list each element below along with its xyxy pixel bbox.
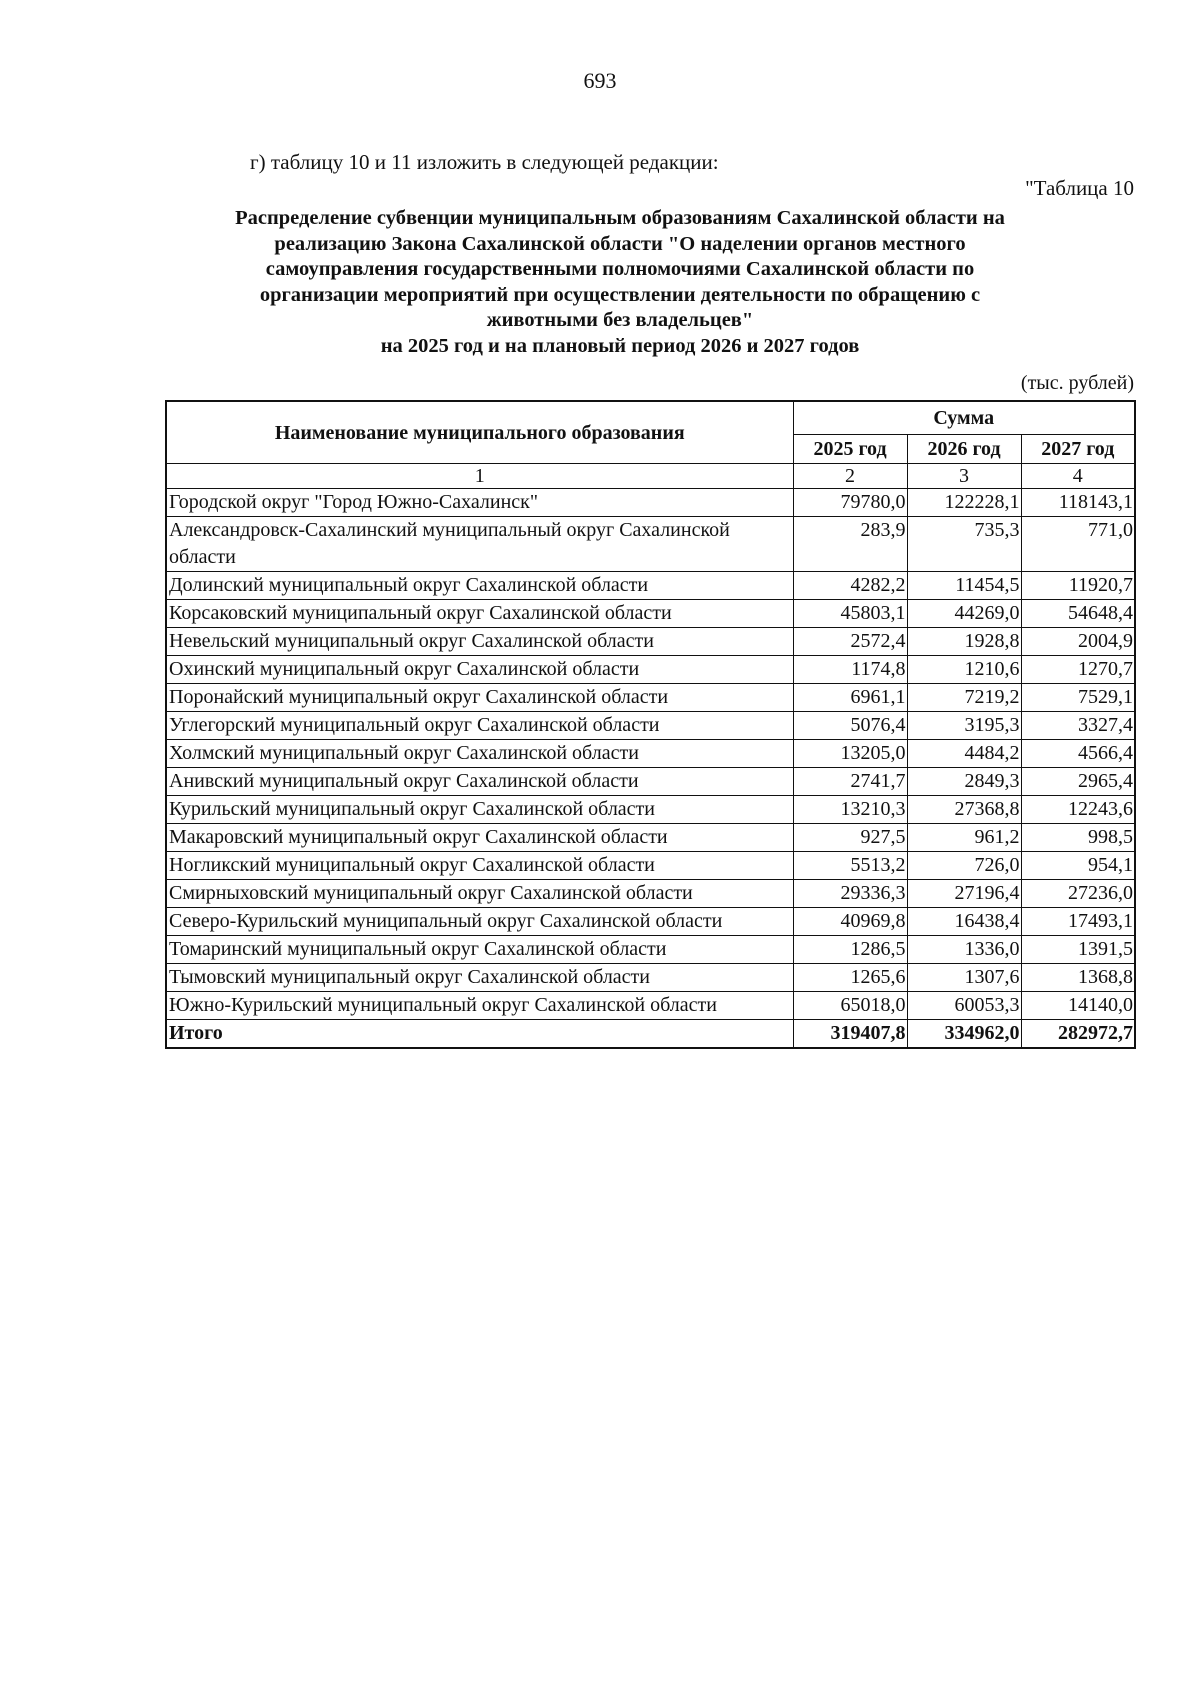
cell-2025: 4282,2 bbox=[793, 572, 907, 600]
header-sum: Сумма bbox=[793, 401, 1135, 435]
cell-2025: 5076,4 bbox=[793, 712, 907, 740]
table-row bbox=[166, 628, 1135, 656]
cell-2027: 771,0 bbox=[1021, 517, 1135, 572]
column-number: 2 bbox=[793, 464, 907, 489]
header-year-2026: 2026 год bbox=[907, 435, 1021, 464]
cell-name: Макаровский муниципальный округ Сахалинской области bbox=[166, 824, 793, 852]
table-row bbox=[166, 936, 1135, 964]
cell-2026: 16438,4 bbox=[907, 908, 1021, 936]
cell-2025: 6961,1 bbox=[793, 684, 907, 712]
cell-2026: 3195,3 bbox=[907, 712, 1021, 740]
cell-name: Тымовский муниципальный округ Сахалинской области bbox=[166, 964, 793, 992]
cell-2026: 2849,3 bbox=[907, 768, 1021, 796]
title-line: самоуправления государственными полномочиями Сахалинской области по bbox=[265, 258, 975, 280]
cell-2026: 122228,1 bbox=[907, 489, 1021, 517]
intro-text: г) таблицу 10 и 11 изложить в следующей редакции: bbox=[250, 150, 719, 174]
cell-2027: 11920,7 bbox=[1021, 572, 1135, 600]
header-year-2027: 2027 год bbox=[1021, 435, 1135, 464]
cell-name: Холмский муниципальный округ Сахалинской области bbox=[166, 740, 793, 768]
cell-name: Городской округ "Город Южно-Сахалинск" bbox=[166, 489, 793, 517]
table-row bbox=[166, 572, 1135, 600]
document-title bbox=[175, 206, 1065, 359]
table-row bbox=[166, 768, 1135, 796]
cell-name: Анивский муниципальный округ Сахалинской области bbox=[166, 768, 793, 796]
cell-2026: 1210,6 bbox=[907, 656, 1021, 684]
cell-2027: 998,5 bbox=[1021, 824, 1135, 852]
cell-name: Александровск-Сахалинский муниципальный округ Сахалинской области bbox=[166, 517, 793, 572]
table-row bbox=[166, 796, 1135, 824]
total-row bbox=[166, 1020, 1135, 1049]
cell-2025: 5513,2 bbox=[793, 852, 907, 880]
total-2027: 282972,7 bbox=[1021, 1020, 1135, 1049]
cell-name: Смирныховский муниципальный округ Сахалинской области bbox=[166, 880, 793, 908]
cell-2025: 1174,8 bbox=[793, 656, 907, 684]
column-number: 4 bbox=[1021, 464, 1135, 489]
cell-2026: 44269,0 bbox=[907, 600, 1021, 628]
cell-2026: 7219,2 bbox=[907, 684, 1021, 712]
header-name: Наименование муниципального образования bbox=[166, 401, 793, 464]
table-row bbox=[166, 964, 1135, 992]
cell-2025: 283,9 bbox=[793, 517, 907, 572]
title-line: животными без владельцев" bbox=[486, 309, 754, 331]
cell-name: Северо-Курильский муниципальный округ Сахалинской области bbox=[166, 908, 793, 936]
table-row bbox=[166, 489, 1135, 517]
cell-2026: 1928,8 bbox=[907, 628, 1021, 656]
title-line: организации мероприятий при осуществлении деятельности по обращению с bbox=[259, 283, 981, 306]
total-2025: 319407,8 bbox=[793, 1020, 907, 1049]
cell-name: Корсаковский муниципальный округ Сахалинской области bbox=[166, 600, 793, 628]
cell-2025: 45803,1 bbox=[793, 600, 907, 628]
table-row bbox=[166, 880, 1135, 908]
cell-2027: 3327,4 bbox=[1021, 712, 1135, 740]
cell-2026: 27368,8 bbox=[907, 796, 1021, 824]
column-number: 3 bbox=[907, 464, 1021, 489]
cell-2026: 1307,6 bbox=[907, 964, 1021, 992]
cell-name: Ногликский муниципальный округ Сахалинской области bbox=[166, 852, 793, 880]
cell-2027: 4566,4 bbox=[1021, 740, 1135, 768]
subvention-table bbox=[165, 400, 1136, 1049]
table-row bbox=[166, 852, 1135, 880]
cell-2027: 17493,1 bbox=[1021, 908, 1135, 936]
table-row bbox=[166, 908, 1135, 936]
cell-2026: 726,0 bbox=[907, 852, 1021, 880]
table-row bbox=[166, 740, 1135, 768]
cell-name: Томаринский муниципальный округ Сахалинской области bbox=[166, 936, 793, 964]
cell-2027: 1368,8 bbox=[1021, 964, 1135, 992]
cell-2025: 1265,6 bbox=[793, 964, 907, 992]
cell-name: Южно-Курильский муниципальный округ Сахалинской области bbox=[166, 992, 793, 1020]
cell-2025: 927,5 bbox=[793, 824, 907, 852]
table-row bbox=[166, 824, 1135, 852]
cell-2025: 65018,0 bbox=[793, 992, 907, 1020]
cell-name: Долинский муниципальный округ Сахалинской области bbox=[166, 572, 793, 600]
table-body bbox=[166, 489, 1135, 1049]
cell-2025: 13210,3 bbox=[793, 796, 907, 824]
units-label: (тыс. рублей) bbox=[1020, 372, 1134, 394]
cell-name: Курильский муниципальный округ Сахалинской области bbox=[166, 796, 793, 824]
cell-2026: 961,2 bbox=[907, 824, 1021, 852]
cell-2025: 2741,7 bbox=[793, 768, 907, 796]
cell-2025: 79780,0 bbox=[793, 489, 907, 517]
header-year-2025: 2025 год bbox=[793, 435, 907, 464]
total-2026: 334962,0 bbox=[907, 1020, 1021, 1049]
cell-2027: 7529,1 bbox=[1021, 684, 1135, 712]
title-line: реализацию Закона Сахалинской области "О наделении органов местного bbox=[274, 232, 966, 255]
table-row bbox=[166, 517, 1135, 572]
cell-2025: 29336,3 bbox=[793, 880, 907, 908]
table-label: "Таблица 10 bbox=[1025, 176, 1134, 200]
cell-2026: 1336,0 bbox=[907, 936, 1021, 964]
table-row bbox=[166, 656, 1135, 684]
cell-2027: 2004,9 bbox=[1021, 628, 1135, 656]
table-row bbox=[166, 600, 1135, 628]
cell-2027: 14140,0 bbox=[1021, 992, 1135, 1020]
page-number: 693 bbox=[583, 68, 617, 93]
cell-2026: 4484,2 bbox=[907, 740, 1021, 768]
cell-2025: 1286,5 bbox=[793, 936, 907, 964]
cell-name: Углегорский муниципальный округ Сахалинской области bbox=[166, 712, 793, 740]
cell-2027: 54648,4 bbox=[1021, 600, 1135, 628]
column-number: 1 bbox=[166, 464, 793, 489]
cell-name: Охинский муниципальный округ Сахалинской области bbox=[166, 656, 793, 684]
title-line: Распределение субвенции муниципальным образованиям Сахалинской области на bbox=[235, 207, 1005, 229]
table-row bbox=[166, 992, 1135, 1020]
cell-2025: 13205,0 bbox=[793, 740, 907, 768]
cell-name: Поронайский муниципальный округ Сахалинской области bbox=[166, 684, 793, 712]
title-line: на 2025 год и на плановый период 2026 и 2027 годов bbox=[380, 334, 860, 357]
total-label: Итого bbox=[166, 1020, 793, 1049]
table-row bbox=[166, 684, 1135, 712]
cell-2027: 1270,7 bbox=[1021, 656, 1135, 684]
cell-2027: 1391,5 bbox=[1021, 936, 1135, 964]
cell-2026: 11454,5 bbox=[907, 572, 1021, 600]
cell-2026: 27196,4 bbox=[907, 880, 1021, 908]
cell-2027: 2965,4 bbox=[1021, 768, 1135, 796]
cell-2025: 2572,4 bbox=[793, 628, 907, 656]
table-row bbox=[166, 712, 1135, 740]
cell-2027: 12243,6 bbox=[1021, 796, 1135, 824]
cell-2026: 735,3 bbox=[907, 517, 1021, 572]
cell-name: Невельский муниципальный округ Сахалинской области bbox=[166, 628, 793, 656]
cell-2026: 60053,3 bbox=[907, 992, 1021, 1020]
cell-2027: 118143,1 bbox=[1021, 489, 1135, 517]
cell-2027: 27236,0 bbox=[1021, 880, 1135, 908]
cell-2027: 954,1 bbox=[1021, 852, 1135, 880]
cell-2025: 40969,8 bbox=[793, 908, 907, 936]
